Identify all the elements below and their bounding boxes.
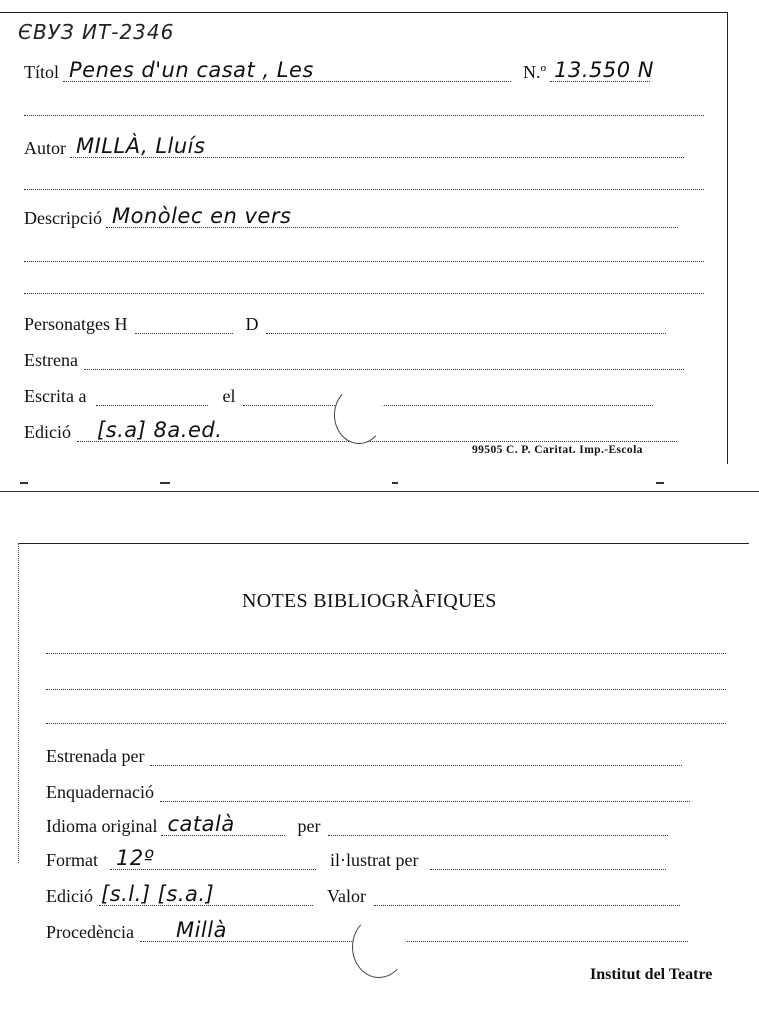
blank-line	[24, 114, 704, 116]
descripcio-row	[24, 204, 682, 228]
personatges-row	[24, 314, 670, 334]
estrenada-label: Estrenada per	[46, 746, 145, 766]
titol-value: Penes d'un casat , Les	[69, 58, 314, 82]
descripcio-value: Monòlec en vers	[111, 204, 292, 228]
estrenada-row	[46, 746, 686, 766]
escrita-date-field	[243, 389, 653, 406]
card-edge	[18, 543, 749, 544]
titol-label: Títol	[24, 62, 59, 82]
edicio-value: [s.a] 8a.ed.	[97, 418, 223, 442]
punch-hole	[334, 386, 384, 444]
format-label: Format	[46, 850, 98, 870]
reference-number: ЄВУЗ ИТ-2346	[18, 20, 175, 44]
edicio-back-field	[99, 882, 313, 906]
edicio-back-value: [s.l.] [s.a.]	[101, 882, 215, 906]
estrena-label: Estrena	[24, 350, 78, 370]
valor-field	[374, 889, 680, 906]
card-edge	[0, 12, 728, 13]
illustrat-field	[430, 853, 666, 870]
autor-label: Autor	[24, 138, 66, 158]
procedencia-value: Millà	[175, 918, 227, 942]
institution-imprint: Institut del Teatre	[590, 966, 713, 983]
card-edge	[727, 12, 728, 464]
personatges-label: Personatges H	[24, 314, 128, 334]
card-edge	[18, 543, 19, 863]
per-field	[328, 819, 668, 836]
enquadernacio-label: Enquadernació	[46, 782, 154, 802]
procedencia-field	[140, 918, 688, 942]
escrita-label: Escrita a	[24, 386, 87, 406]
estrena-field	[84, 353, 684, 370]
d-label: D	[245, 314, 259, 334]
numero-label: N.º	[523, 62, 547, 82]
numero-value: 13.550 N	[554, 58, 654, 82]
per-label: per	[297, 816, 321, 836]
personatges-d-field	[266, 317, 666, 334]
notes-line	[46, 652, 726, 654]
format-field	[110, 846, 316, 870]
el-label: el	[222, 386, 236, 406]
edicio-back-row	[46, 882, 684, 906]
escrita-place-field	[96, 389, 208, 406]
idioma-value: català	[167, 812, 235, 836]
numero-field	[550, 58, 654, 82]
edicio-back-label: Edició	[46, 886, 93, 906]
personatges-h-field	[135, 317, 233, 334]
edicio-label: Edició	[24, 422, 71, 442]
scan-speck	[656, 482, 664, 484]
catalog-card-front	[0, 0, 759, 494]
descripcio-field	[106, 204, 678, 228]
illustrat-label: il·lustrat per	[330, 850, 419, 870]
scan-speck	[392, 482, 398, 484]
autor-row	[24, 134, 688, 158]
printer-imprint: 99505 C. P. Caritat. Imp.-Escola	[472, 444, 643, 456]
autor-field	[70, 134, 684, 158]
enquadernacio-row	[46, 782, 694, 802]
estrenada-field	[150, 749, 682, 766]
format-value: 12º	[116, 846, 155, 870]
autor-value: MILLÀ, Lluís	[76, 134, 206, 158]
section-heading: NOTES BIBLIOGRÀFIQUES	[242, 590, 497, 612]
titol-field	[63, 58, 511, 82]
enquadernacio-field	[160, 785, 690, 802]
valor-label: Valor	[327, 886, 366, 906]
blank-line	[24, 260, 704, 262]
format-row	[46, 846, 670, 870]
idioma-field	[161, 812, 285, 836]
idioma-label: Idioma original	[46, 816, 158, 836]
scan-speck	[20, 482, 28, 484]
punch-hole	[352, 916, 406, 978]
scan-speck	[160, 482, 170, 484]
procedencia-label: Procedència	[46, 922, 134, 942]
notes-line	[46, 688, 726, 690]
blank-line	[24, 292, 704, 294]
titol-row	[24, 58, 654, 82]
estrena-row	[24, 350, 688, 370]
blank-line	[24, 188, 704, 190]
notes-line	[46, 722, 726, 724]
card-edge	[0, 491, 759, 492]
idioma-row	[46, 812, 672, 836]
descripcio-label: Descripció	[24, 208, 102, 228]
